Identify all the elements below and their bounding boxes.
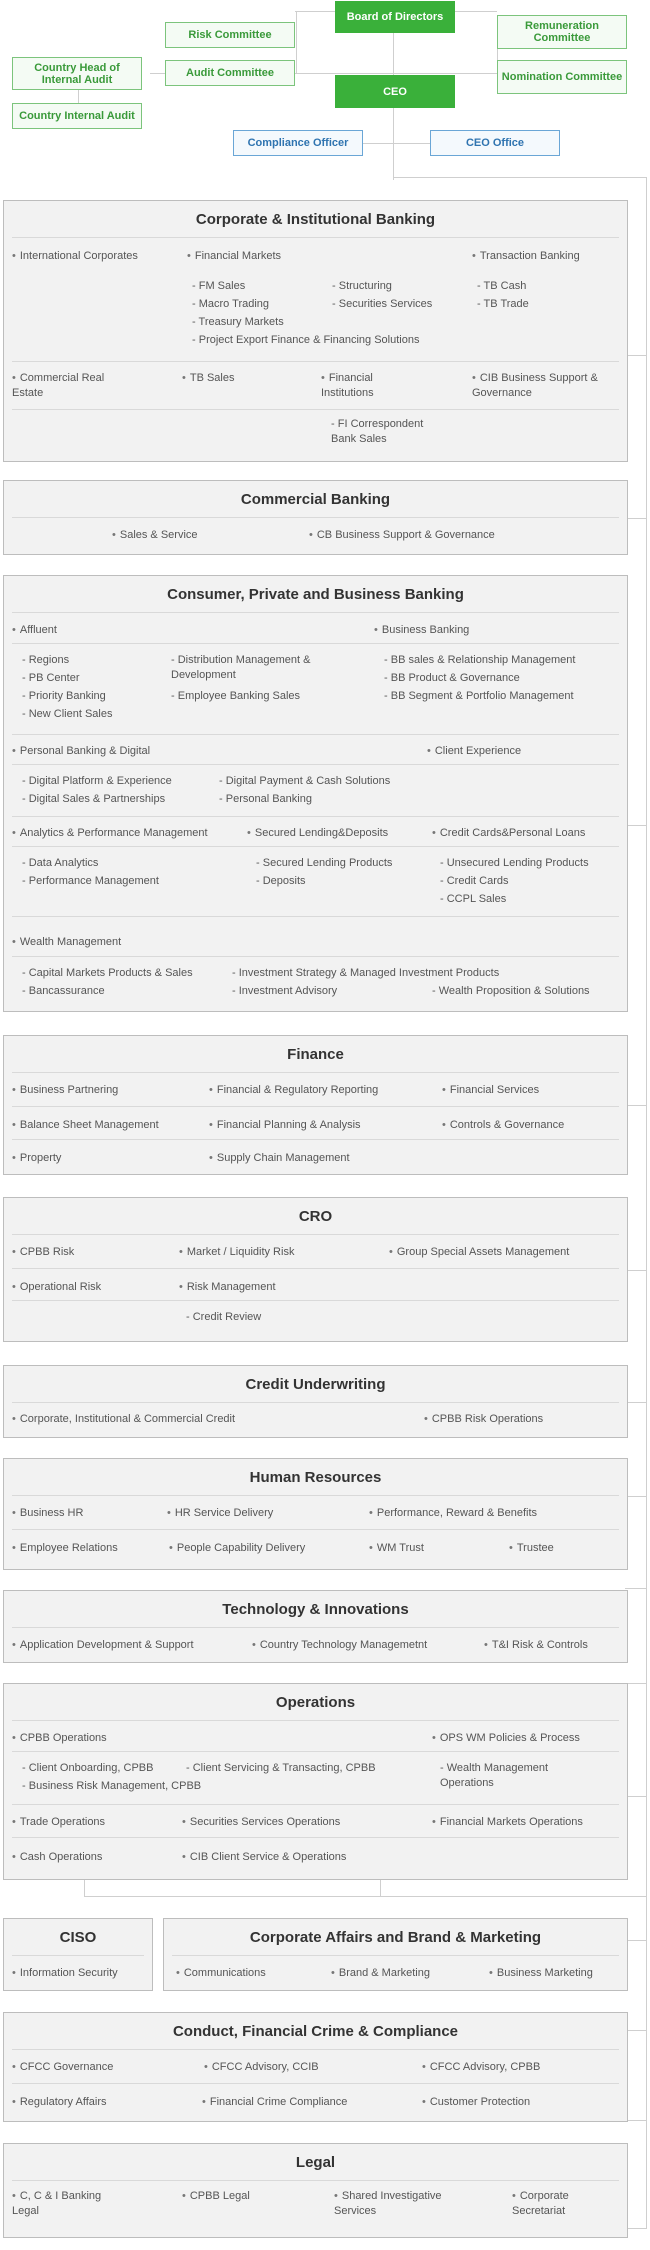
list-item: • Shared Investigative Services (334, 2189, 464, 2219)
list-item: • Risk Management (179, 1280, 276, 1295)
list-item: - PB Center (22, 671, 79, 686)
list-item: • Operational Risk (12, 1280, 101, 1295)
separator (12, 816, 619, 817)
separator (12, 2049, 619, 2050)
list-item: • Business Partnering (12, 1083, 118, 1098)
credit-underwriting-panel (3, 1365, 628, 1438)
list-item: • Financial Crime Compliance (202, 2095, 347, 2110)
list-item: • Financial Markets (187, 249, 281, 264)
list-item: • Country Technology Managemetnt (252, 1638, 427, 1653)
list-item: • Commercial Real Estate (12, 371, 122, 401)
list-item: • Communications (176, 1966, 266, 1981)
hr-title: Human Resources (249, 1469, 382, 1486)
separator (12, 1837, 619, 1838)
list-item: • Business Banking (374, 623, 469, 638)
finance-panel (3, 1035, 628, 1175)
separator (12, 643, 619, 644)
human-resources-panel (3, 1458, 628, 1570)
list-item: • Affluent (12, 623, 57, 638)
list-item: - Unsecured Lending Products (440, 856, 589, 871)
legal-panel (3, 2143, 628, 2238)
list-item: • Trade Operations (12, 1815, 105, 1830)
finance-title: Finance (287, 1046, 344, 1063)
separator (12, 1751, 619, 1752)
list-item: • Wealth Management (12, 935, 121, 950)
country-head-internal-audit-box[interactable]: Country Head of Internal Audit (12, 57, 142, 90)
separator (12, 916, 619, 917)
list-item: • CB Business Support & Governance (309, 528, 495, 543)
list-item: - TB Cash (477, 279, 526, 294)
separator (172, 1955, 619, 1956)
list-item: • Financial Markets Operations (432, 1815, 583, 1830)
list-item: • Group Special Assets Management (389, 1245, 569, 1260)
list-item: • Customer Protection (422, 2095, 530, 2110)
list-item: - Digital Payment & Cash Solutions (219, 774, 390, 789)
list-item: • Application Development & Support (12, 1638, 194, 1653)
list-item: - Securities Services (332, 297, 432, 312)
cfcc-panel (3, 2012, 628, 2122)
separator (12, 956, 619, 957)
list-item: • Financial Planning & Analysis (209, 1118, 361, 1133)
list-item: • T&I Risk & Controls (484, 1638, 588, 1653)
ciso-title: CISO (59, 1929, 97, 1946)
cro-panel (3, 1197, 628, 1342)
list-item: • Property (12, 1151, 61, 1166)
list-item: • Cash Operations (12, 1850, 102, 1865)
separator (12, 409, 619, 410)
list-item: - Deposits (256, 874, 306, 889)
credit-title: Credit Underwriting (245, 1376, 386, 1393)
list-item: • Sales & Service (112, 528, 198, 543)
connector-line (625, 518, 647, 519)
list-item: • Business Marketing (489, 1966, 593, 1981)
list-item: • OPS WM Policies & Process (432, 1731, 580, 1746)
list-item: - Credit Review (186, 1310, 261, 1325)
connector-line (625, 1796, 647, 1797)
list-item: • International Corporates (12, 249, 138, 264)
list-item: - BB sales & Relationship Management (384, 653, 575, 668)
list-item: • Supply Chain Management (209, 1151, 350, 1166)
list-item: • CPBB Operations (12, 1731, 107, 1746)
connector-line (646, 177, 647, 2229)
list-item: - Treasury Markets (192, 315, 284, 330)
connector-line (625, 1683, 647, 1684)
list-item: - BB Product & Governance (384, 671, 520, 686)
list-item: - Investment Strategy & Managed Investment Products (232, 966, 499, 981)
connector-line (84, 1880, 85, 1896)
list-item: • C, C & I Banking Legal (12, 2189, 107, 2219)
list-item: - Structuring (332, 279, 392, 294)
list-item: - Credit Cards (440, 874, 508, 889)
list-item: - Business Risk Management, CPBB (22, 1779, 201, 1794)
list-item: • CIB Client Service & Operations (182, 1850, 346, 1865)
connector-line (78, 90, 79, 103)
list-item: - Employee Banking Sales (171, 689, 300, 704)
tech-title: Technology & Innovations (222, 1601, 409, 1618)
list-item: • Corporate Secretariat (512, 2189, 602, 2219)
list-item: • Financial & Regulatory Reporting (209, 1083, 378, 1098)
separator (12, 361, 619, 362)
list-item: - Client Servicing & Transacting, CPBB (186, 1761, 376, 1776)
corp-affairs-title: Corporate Affairs and Brand & Marketing (249, 1929, 542, 1946)
separator (12, 1627, 619, 1628)
separator (12, 846, 619, 847)
legal-title: Legal (295, 2154, 336, 2171)
ceo-office-box[interactable]: CEO Office (430, 130, 560, 156)
list-item: - Distribution Management & Development (171, 653, 331, 683)
list-item: - Capital Markets Products & Sales (22, 966, 193, 981)
list-item: • Business HR (12, 1506, 83, 1521)
connector-line (393, 177, 647, 178)
list-item: • Corporate, Institutional & Commercial Credit (12, 1412, 235, 1427)
cib-panel (3, 200, 628, 462)
list-item: • Transaction Banking (472, 249, 580, 264)
connector-line (625, 1588, 647, 1589)
list-item: - Wealth Proposition & Solutions (432, 984, 590, 999)
list-item: - Bancassurance (22, 984, 105, 999)
list-item: - New Client Sales (22, 707, 113, 722)
list-item: • CPBB Risk (12, 1245, 74, 1260)
compliance-officer-box[interactable]: Compliance Officer (233, 130, 363, 156)
list-item: • CPBB Legal (182, 2189, 250, 2204)
list-item: • Employee Relations (12, 1541, 118, 1556)
list-item: • Securities Services Operations (182, 1815, 340, 1830)
list-item: - Client Onboarding, CPBB (22, 1761, 153, 1776)
list-item: - Digital Sales & Partnerships (22, 792, 165, 807)
list-item: - Secured Lending Products (256, 856, 392, 871)
list-item: • Controls & Governance (442, 1118, 564, 1133)
list-item: • CIB Business Support & Governance (472, 371, 607, 401)
list-item: • TB Sales (182, 371, 235, 386)
list-item: - Investment Advisory (232, 984, 337, 999)
audit-committee-box[interactable]: Audit Committee (165, 60, 295, 86)
technology-panel (3, 1590, 628, 1663)
list-item: - Digital Platform & Experience (22, 774, 172, 789)
cib-title: Corporate & Institutional Banking (195, 211, 436, 228)
list-item: • Information Security (12, 1966, 118, 1981)
separator (12, 1300, 619, 1301)
list-item: • Regulatory Affairs (12, 2095, 106, 2110)
list-item: • CFCC Advisory, CPBB (422, 2060, 540, 2075)
connector-line (625, 2030, 647, 2031)
list-item: • Balance Sheet Management (12, 1118, 159, 1133)
connector-line (625, 2120, 647, 2121)
connector-line (625, 825, 647, 826)
cpbb-panel (3, 575, 628, 1012)
remuneration-committee-box[interactable]: Remuneration Committee (497, 15, 627, 49)
ops-title: Operations (275, 1694, 356, 1711)
list-item: - Performance Management (22, 874, 159, 889)
connector-line (625, 355, 647, 356)
connector-line (84, 1896, 647, 1897)
board-of-directors-box[interactable]: Board of Directors (335, 1, 455, 33)
list-item: • Financial Institutions (321, 371, 421, 401)
connector-line (625, 1105, 647, 1106)
list-item: - BB Segment & Portfolio Management (384, 689, 574, 704)
separator (12, 764, 619, 765)
ciso-panel (3, 1918, 153, 1991)
connector-line (296, 11, 297, 73)
list-item: - Priority Banking (22, 689, 106, 704)
separator (12, 1955, 144, 1956)
separator (12, 237, 619, 238)
corporate-affairs-panel (163, 1918, 628, 1991)
connector-line (625, 1940, 647, 1941)
list-item: - Macro Trading (192, 297, 269, 312)
separator (12, 1529, 619, 1530)
list-item: • Brand & Marketing (331, 1966, 430, 1981)
separator (12, 1268, 619, 1269)
list-item: • Trustee (509, 1541, 554, 1556)
separator (12, 2083, 619, 2084)
list-item: • WM Trust (369, 1541, 424, 1556)
list-item: • Financial Services (442, 1083, 539, 1098)
separator (12, 1804, 619, 1805)
ceo-box[interactable]: CEO (335, 75, 455, 108)
connector-line (625, 1496, 647, 1497)
list-item: - FM Sales (192, 279, 245, 294)
connector-line (625, 1270, 647, 1271)
connector-line (380, 1880, 381, 1896)
list-item: - Wealth Management Operations (440, 1761, 580, 1791)
separator (12, 612, 619, 613)
separator (12, 1402, 619, 1403)
separator (12, 1072, 619, 1073)
commercial-title: Commercial Banking (240, 491, 391, 508)
list-item: • Client Experience (427, 744, 521, 759)
connector-line (625, 2228, 647, 2229)
list-item: • CFCC Governance (12, 2060, 113, 2075)
cfcc-title: Conduct, Financial Crime & Compliance (172, 2023, 459, 2040)
separator (12, 1720, 619, 1721)
list-item: - Project Export Finance & Financing Solutions (192, 333, 419, 348)
list-item: • CPBB Risk Operations (424, 1412, 543, 1427)
list-item: • Performance, Reward & Benefits (369, 1506, 537, 1521)
separator (12, 2180, 619, 2181)
separator (12, 1495, 619, 1496)
list-item: • Personal Banking & Digital (12, 744, 150, 759)
commercial-banking-panel (3, 480, 628, 555)
list-item: • Credit Cards&Personal Loans (432, 826, 585, 841)
list-item: • Analytics & Performance Management (12, 826, 208, 841)
list-item: - CCPL Sales (440, 892, 506, 907)
connector-line (625, 1402, 647, 1403)
list-item: • People Capability Delivery (169, 1541, 305, 1556)
list-item: • HR Service Delivery (167, 1506, 273, 1521)
separator (12, 1139, 619, 1140)
connector-line (295, 73, 497, 74)
nomination-committee-box[interactable]: Nomination Committee (497, 60, 627, 94)
list-item: • Secured Lending&Deposits (247, 826, 388, 841)
separator (12, 1234, 619, 1235)
separator (12, 517, 619, 518)
risk-committee-box[interactable]: Risk Committee (165, 22, 295, 48)
list-item: - Regions (22, 653, 69, 668)
connector-line (150, 73, 165, 74)
list-item: • Market / Liquidity Risk (179, 1245, 294, 1260)
operations-panel (3, 1683, 628, 1880)
country-internal-audit-box[interactable]: Country Internal Audit (12, 103, 142, 129)
list-item: - Data Analytics (22, 856, 98, 871)
list-item: - FI Correspondent Bank Sales (331, 417, 446, 447)
list-item: • CFCC Advisory, CCIB (204, 2060, 319, 2075)
cpbb-title: Consumer, Private and Business Banking (167, 586, 464, 603)
separator (12, 734, 619, 735)
cro-title: CRO (298, 1208, 333, 1225)
separator (12, 1106, 619, 1107)
list-item: - TB Trade (477, 297, 529, 312)
list-item: - Personal Banking (219, 792, 312, 807)
